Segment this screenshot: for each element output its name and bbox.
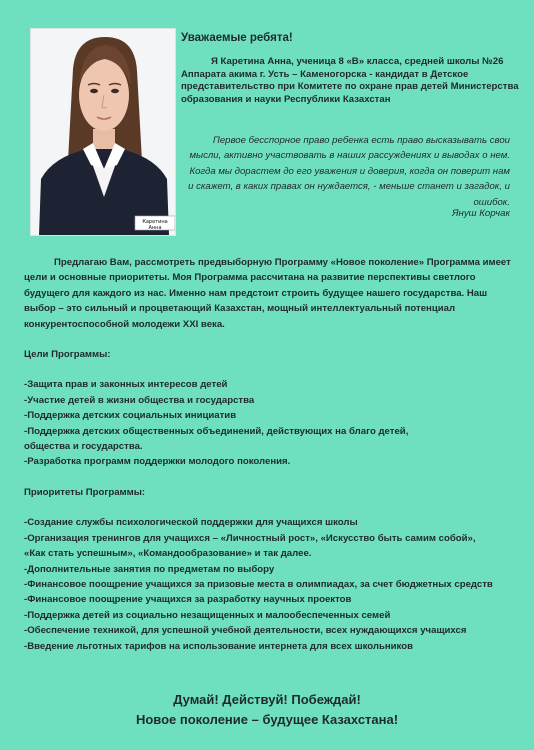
badge-name-line1: Каретина	[142, 219, 168, 225]
goals-list-item: -Поддержка детских общественных объединений, действующих на благо детей,	[24, 425, 409, 437]
priorities-list-item: -Финансовое поощрение учащихся за призовые места в олимпиадах, за счет бюджетных средств	[24, 578, 493, 590]
candidate-photo	[30, 28, 176, 236]
slogan-line-1: Думай! Действуй! Побеждай!	[173, 692, 361, 707]
slogan-block	[0, 690, 534, 730]
candidate-intro: Я Каретина Анна, ученица 8 «В» класса, средней школы №26 Аппарата акима г. Усть – Каменогорска - кандидат в Детское представительство при Комитете по охране прав детей Министерства образования и науки Республики Казахстан	[181, 56, 519, 105]
program-intro-paragraph: Предлагаю Вам, рассмотреть предвыборную Программу «Новое поколение» Программа имеет цели и основные приоритеты. Моя Программа рассчитана на развитие перспективы светлого будущего для каждого из нас. Именно нам предстоит строить будущее нашего государства. Наш выбор – это сильный и процветающий Казахстан, мощный интеллектуальный потенциал конкурентоспособной молодежи XXI века.	[24, 257, 511, 330]
goals-title: Цели Программы:	[24, 349, 111, 361]
priorities-list-item: -Финансовое поощрение учащихся за разработку научных проектов	[24, 594, 352, 606]
epigraph-quote: Первое бесспорное право ребенка есть право высказывать свои мысли, активно участвовать в наших рассуждениях и выводах о нем. Когда мы дорастем до его уважения и доверия, когда он поверит нам и скажет, в каких правах он нуждается, - меньше станет и загадок, и ошибок.	[188, 135, 510, 208]
priorities-list	[24, 515, 514, 654]
goals-list-item: общества и государства.	[24, 441, 143, 453]
priorities-list-item: -Поддержка детей из социально незащищенных и малообеспеченных семей	[24, 609, 391, 621]
priorities-list-item: -Создание службы психологической поддержки для учащихся школы	[24, 517, 358, 529]
priorities-list-item: -Организация тренингов для учащихся – «Личностный рост», «Искусство быть самим собой»,	[24, 532, 476, 544]
program-body	[24, 255, 514, 654]
goals-list	[24, 377, 514, 469]
quote-author: Януш Корчак	[452, 208, 510, 219]
header-block	[181, 32, 521, 106]
priorities-list-item: -Введение льготных тарифов на использование интернета для всех школьников	[24, 640, 413, 652]
slogan-line-2: Новое поколение – будущее Казахстана!	[135, 712, 399, 727]
goals-list-item: -Поддержка детских социальных инициатив	[24, 410, 237, 422]
goals-list-item: -Участие детей в жизни общества и государства	[24, 394, 255, 406]
goals-list-item: -Разработка программ поддержки молодого поколения.	[24, 456, 291, 468]
name-badge	[135, 219, 175, 231]
goals-list-item: -Защита прав и законных интересов детей	[24, 379, 228, 391]
priorities-title: Приоритеты Программы:	[24, 486, 146, 498]
priorities-list-item: -Обеспечение техникой, для успешной учебной деятельности, всех нуждающихся учащихся	[24, 625, 467, 637]
greeting-heading: Уважаемые ребята!	[181, 32, 293, 44]
priorities-list-item: «Как стать успешным», «Командообразование» и так далее.	[24, 548, 312, 560]
badge-name-line2: Анна	[148, 225, 162, 231]
priorities-list-item: -Дополнительные занятия по предметам по выбору	[24, 563, 275, 575]
portrait-image	[31, 29, 175, 235]
